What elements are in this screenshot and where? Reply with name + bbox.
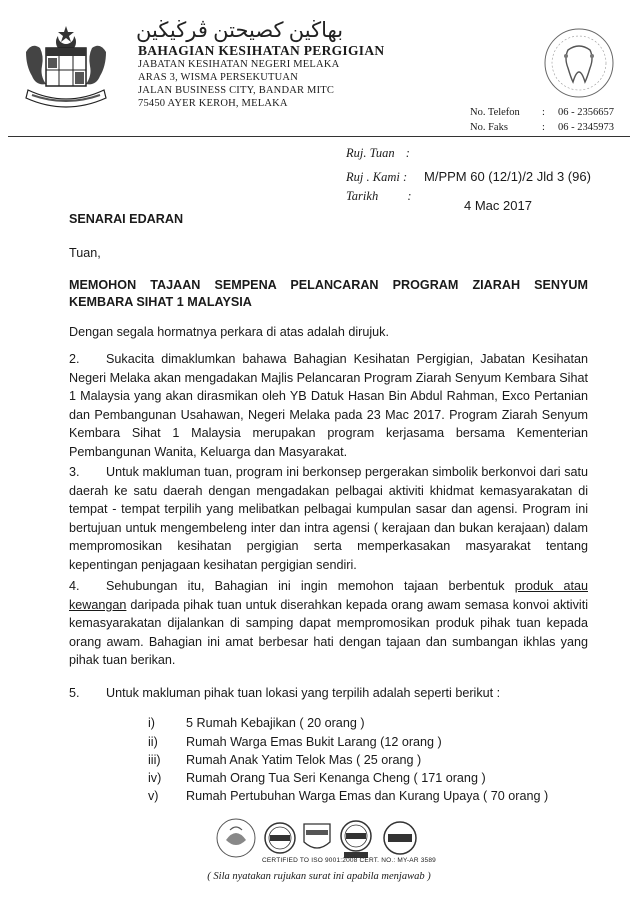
paragraph-number: 2. bbox=[69, 352, 80, 366]
standards-malaysia-logo bbox=[304, 824, 330, 848]
ref-tuan-row bbox=[346, 146, 410, 161]
phone-label: No. Telefon bbox=[470, 107, 520, 118]
paragraph-number: 5. bbox=[69, 686, 80, 700]
phone-value: 06 - 2356657 bbox=[558, 107, 614, 118]
location-number: iv) bbox=[148, 771, 162, 785]
jawi-title: بهاڬين كصيحتن ڤرڬيڬين bbox=[136, 18, 344, 42]
underlined-text: produk atau kewangan bbox=[69, 579, 588, 612]
addressee: SENARAI EDARAN bbox=[69, 212, 184, 226]
colon: : bbox=[542, 107, 545, 118]
location-text: Rumah Pertubuhan Warga Emas dan Kurang Upaya ( 70 orang ) bbox=[186, 789, 549, 803]
colon: : bbox=[407, 189, 412, 203]
location-number: ii) bbox=[148, 735, 158, 749]
letterhead-divider bbox=[8, 136, 630, 137]
salutation: Tuan, bbox=[69, 246, 101, 260]
iqnet-logo bbox=[384, 822, 416, 854]
coat-of-arms-logo bbox=[22, 22, 110, 112]
ref-kami-row bbox=[346, 170, 407, 185]
colon: : bbox=[402, 170, 408, 184]
ref-kami-label: Ruj . Kami bbox=[346, 170, 400, 184]
location-item bbox=[148, 716, 365, 730]
address-line: ARAS 3, WISMA PERSEKUTUAN bbox=[138, 72, 298, 83]
paragraph-text: Untuk makluman tuan, program ini berkonsep pergerakan simbolik berkonvoi dari satu daerah ke satu daerah dengan mengadakan pelbagai aktiviti khidmat kemasyarakatan di tempat - tempat terpilih yang melibatkan pelbagai kumpulan sasar dan agensi. Program ini bertujuan untuk mengembeleng inter dan intra agensi ( kerajaan dan bukan kerajaan) dalam mempromosikan kesihatan pergigian serta memperkasakan masyarakat tentang kepentingan penjagaan kesihatan pergigian sendiri. bbox=[69, 465, 588, 572]
phone-row bbox=[470, 105, 614, 120]
ref-kami-value: M/PPM 60 (12/1)/2 Jld 3 (96) bbox=[424, 169, 591, 184]
paragraph-3 bbox=[69, 463, 588, 575]
address-line: JALAN BUSINESS CITY, BANDAR MITC bbox=[138, 85, 335, 96]
ref-date-row bbox=[346, 189, 412, 204]
paragraph-text: Untuk makluman pihak tuan lokasi yang terpilih adalah seperti berikut : bbox=[106, 686, 501, 700]
location-item bbox=[148, 753, 421, 767]
paragraph-5 bbox=[69, 684, 589, 703]
paragraph-2 bbox=[69, 350, 588, 462]
fax-row bbox=[470, 120, 614, 135]
fax-value: 06 - 2345973 bbox=[558, 122, 614, 133]
anti-rasuah-logo bbox=[217, 819, 255, 857]
location-text: 5 Rumah Kebajikan ( 20 orang ) bbox=[186, 716, 365, 730]
location-item bbox=[148, 789, 548, 803]
intro-paragraph: Dengan segala hormatnya perkara di atas adalah dirujuk. bbox=[69, 325, 389, 339]
location-item bbox=[148, 771, 486, 785]
sirim-quality-logo bbox=[341, 821, 371, 858]
location-number: iii) bbox=[148, 753, 161, 767]
footer-note: ( Sila nyatakan rujukan surat ini apabila menjawab ) bbox=[207, 871, 431, 882]
quality-system-logo bbox=[265, 823, 295, 853]
paragraph-text: daripada pihak tuan untuk diserahkan kepada orang awam semasa konvoi aktiviti kemasyarakatan dijalankan di samping dapat mempromosikan produk pihak tuan kepada orang awam. Bahagian ini amat berbesar hati dengan tajaan dan sumbangan ikhlas yang pihak tuan berikan. bbox=[69, 597, 588, 668]
location-text: Rumah Warga Emas Bukit Larang (12 orang ) bbox=[186, 735, 442, 749]
ref-tuan-label: Ruj. Tuan bbox=[346, 146, 395, 160]
paragraph-number: 4. bbox=[69, 579, 80, 593]
letter-subject: MEMOHON TAJAAN SEMPENA PELANCARAN PROGRAM ZIARAH SENYUM KEMBARA SIHAT 1 MALAYSIA bbox=[69, 278, 588, 309]
contact-block bbox=[470, 105, 614, 135]
address-line: JABATAN KESIHATAN NEGERI MELAKA bbox=[138, 59, 340, 70]
paragraph-text: Sehubungan itu, Bahagian ini ingin memohon tajaan berbentuk bbox=[106, 579, 515, 593]
ref-date-value: 4 Mac 2017 bbox=[464, 198, 532, 213]
colon: : bbox=[542, 122, 545, 133]
ref-date-label: Tarikh bbox=[346, 189, 379, 203]
department-name: BAHAGIAN KESIHATAN PERGIGIAN bbox=[138, 43, 385, 58]
location-number: i) bbox=[148, 716, 155, 730]
dental-logo bbox=[540, 26, 618, 100]
colon: : bbox=[405, 146, 410, 160]
address-line: 75450 AYER KEROH, MELAKA bbox=[138, 98, 288, 109]
location-number: v) bbox=[148, 789, 159, 803]
paragraph-text: Sukacita dimaklumkan bahawa Bahagian Kesihatan Pergigian, Jabatan Kesihatan Negeri Melaka akan mengadakan Majlis Pelancaran Program Ziarah Senyum Kembara Sihat 1 Malaysia yang akan dirasmikan oleh YB Datuk Hasan Bin Abdul Rahman, Exco Pertanian dan Pembangunan Usahawan, Negeri Melaka pada 23 Mac 2017. Program Ziarah Senyum Kembara Sihat 1 Malaysia merupakan program kerjasama bersama Kementerian Pembangunan Wanita, Keluarga dan Masyarakat. bbox=[69, 352, 588, 459]
fax-label: No. Faks bbox=[470, 122, 508, 133]
location-text: Rumah Orang Tua Seri Kenanga Cheng ( 171 orang ) bbox=[186, 771, 486, 785]
paragraph-4 bbox=[69, 577, 588, 670]
paragraph-number: 3. bbox=[69, 465, 80, 479]
iso-certification-text: CERTIFIED TO ISO 9001:2008 CERT. NO.: MY-AR 3589 bbox=[262, 857, 436, 864]
location-text: Rumah Anak Yatim Telok Mas ( 25 orang ) bbox=[186, 753, 422, 767]
location-item bbox=[148, 735, 442, 749]
